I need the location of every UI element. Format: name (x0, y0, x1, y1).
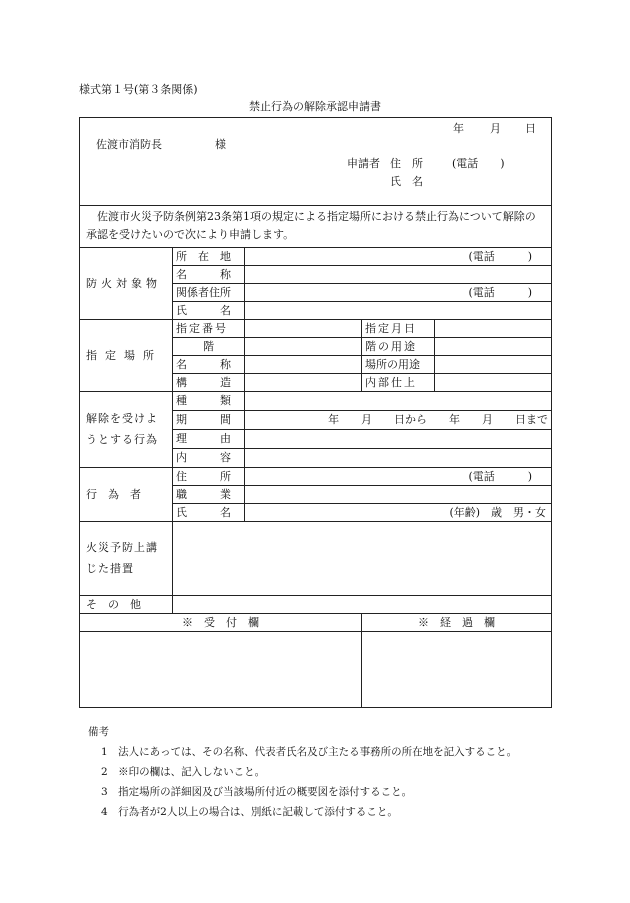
release-period-value: 年 月 日から 年 月 日まで (328, 413, 549, 427)
release-action-label: 解除を受けようとする行為 (80, 392, 173, 468)
phone-label: (電話 ) (452, 157, 505, 170)
date-month: 月 (490, 122, 501, 135)
actor-label: 行 為 者 (80, 468, 173, 522)
note-item-2: 2 ※印の欄は、記入しないこと。 (101, 766, 266, 778)
person-name-label: 氏 名 (173, 302, 245, 320)
reception-header: ※ 受 付 欄 (80, 614, 362, 632)
form-title: 禁止行為の解除承認申請書 (249, 100, 381, 113)
application-statement: 佐渡市火災予防条例第23条第1項の規定による指定場所における禁止行為について解除の承認を受けたいので次により申請します。 (80, 206, 552, 248)
person-name-field[interactable] (245, 302, 552, 320)
date-year: 年 (453, 122, 464, 135)
release-content-field[interactable] (245, 449, 552, 468)
actor-address-field[interactable] (245, 468, 552, 486)
actor-name-field[interactable] (245, 504, 552, 522)
note-item-4: 4 行為者が2人以上の場合は、別紙に記載して添付すること。 (101, 806, 398, 818)
release-type-field[interactable] (245, 392, 552, 411)
note-item-3: 3 指定場所の詳細図及び当該場所付近の概要図を添付すること。 (101, 786, 413, 798)
stakeholder-address-field[interactable] (245, 284, 552, 302)
form-number: 様式第１号(第３条関係) (79, 83, 198, 96)
floor-use-field[interactable] (435, 338, 552, 356)
floor-use-label: 階の用途 (362, 338, 435, 356)
header-block (80, 118, 552, 206)
actor-address-label: 住 所 (173, 468, 245, 486)
applicant-label: 申請者 (347, 157, 380, 170)
notes-heading: 備考 (88, 726, 109, 738)
location-label: 所 在 地 (173, 248, 245, 266)
interior-finish-label: 内部仕上 (362, 374, 435, 392)
actor-phone: (電話 ) (468, 469, 533, 483)
release-period-field[interactable] (245, 411, 552, 430)
designated-place-label: 指定場所 (80, 320, 173, 392)
fire-measures-field[interactable] (173, 522, 552, 596)
place-name-label: 名 称 (173, 356, 245, 374)
location-phone: (電話 ) (468, 249, 533, 263)
object-name-label: 名 称 (173, 266, 245, 284)
honorific: 様 (215, 138, 226, 151)
progress-header: ※ 経 過 欄 (362, 614, 552, 632)
address-label: 住 所 (390, 157, 423, 170)
place-use-field[interactable] (435, 356, 552, 374)
progress-field (362, 632, 552, 708)
place-name-field[interactable] (245, 356, 362, 374)
fire-measures-label: 火災予防上講じた措置 (80, 522, 173, 596)
release-content-label: 内 容 (173, 449, 245, 468)
date-day: 日 (525, 122, 536, 135)
note-item-1: 1 法人にあっては、その名称、代表者氏名及び主たる事務所の所在地を記入すること。 (101, 746, 518, 758)
release-reason-field[interactable] (245, 430, 552, 449)
place-use-label: 場所の用途 (362, 356, 435, 374)
release-period-label: 期 間 (173, 411, 245, 430)
designation-date-label: 指定月日 (362, 320, 435, 338)
actor-occupation-field[interactable] (245, 486, 552, 504)
actor-age-sex: (年齢) 歳 男・女 (449, 505, 547, 519)
structure-label: 構 造 (173, 374, 245, 392)
structure-field[interactable] (245, 374, 362, 392)
interior-finish-field[interactable] (435, 374, 552, 392)
designation-number-field[interactable] (245, 320, 362, 338)
application-form-table (79, 117, 552, 708)
release-reason-label: 理 由 (173, 430, 245, 449)
other-field[interactable] (173, 596, 552, 614)
stakeholder-phone: (電話 ) (468, 285, 533, 299)
name-label: 氏 名 (390, 175, 423, 188)
reception-field (80, 632, 362, 708)
stakeholder-address-label: 関係者住所 (173, 284, 245, 302)
addressee: 佐渡市消防長 (96, 138, 162, 151)
actor-name-label: 氏 名 (173, 504, 245, 522)
floor-label: 階 (173, 338, 245, 356)
designation-number-label: 指定番号 (173, 320, 245, 338)
object-name-field[interactable] (245, 266, 552, 284)
actor-occupation-label: 職 業 (173, 486, 245, 504)
designation-date-field[interactable] (435, 320, 552, 338)
release-type-label: 種 類 (173, 392, 245, 411)
fire-object-label: 防火対象物 (80, 248, 173, 320)
floor-field[interactable] (245, 338, 362, 356)
location-field[interactable] (245, 248, 552, 266)
other-label: そ の 他 (80, 596, 173, 614)
